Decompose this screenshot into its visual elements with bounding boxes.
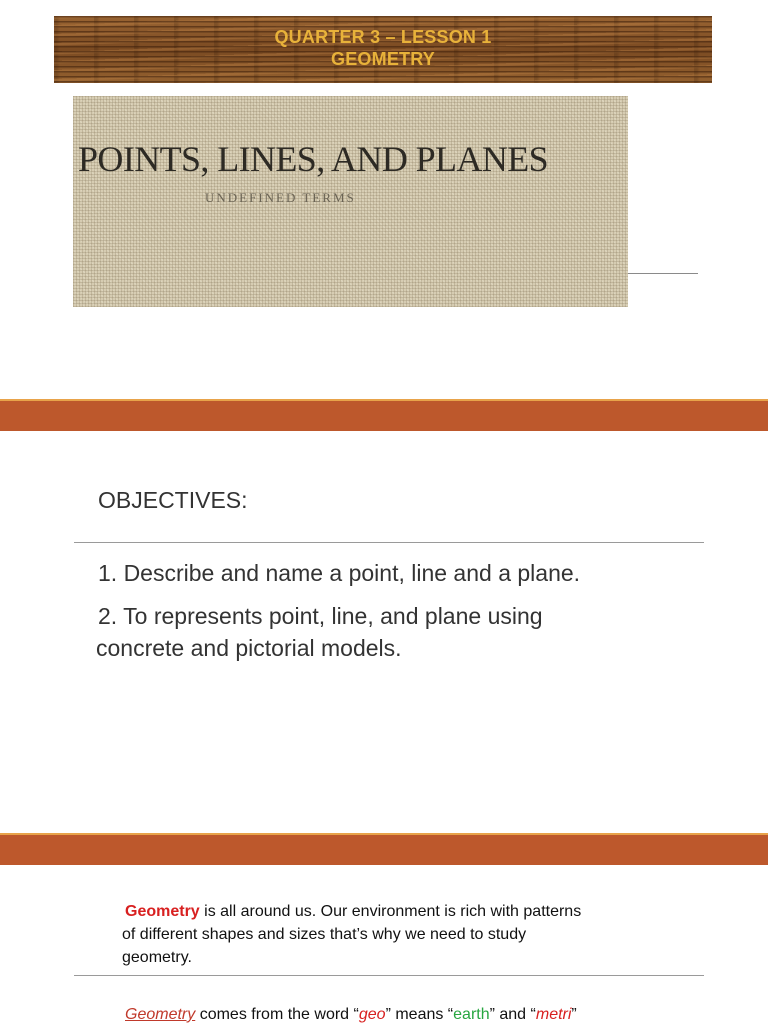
etym-text-2: ” means “ (385, 1006, 454, 1023)
etym-text-1: comes from the word “ (195, 1006, 359, 1023)
etym-text-3: ” and “ (489, 1006, 536, 1023)
keyword-geometry: Geometry (125, 903, 200, 920)
objective-item-2 (98, 600, 698, 664)
intro-text: is all around us. Our environment is rich with patterns of different shapes and sizes that’s why we need to study geometry. (122, 903, 582, 966)
paragraph-divider (74, 975, 704, 976)
objective-item-1: 1. Describe and name a point, line and a plane. (98, 560, 581, 586)
slide-title: POINTS, LINES, AND PLANES (78, 139, 549, 179)
word-metri: metri (535, 1006, 572, 1023)
banner-quarter-lesson: QUARTER 3 – LESSON 1 (274, 27, 492, 47)
word-earth: earth (453, 1006, 490, 1023)
banner-subject: GEOMETRY (331, 49, 435, 69)
slide-separator (0, 399, 768, 431)
etymology-line (125, 1003, 725, 1026)
objectives-heading: OBJECTIVES: (98, 487, 248, 513)
objective-2-line-2: concrete and pictorial models. (96, 635, 402, 661)
keyword-geometry-link[interactable]: Geometry (125, 1006, 196, 1023)
heading-divider (74, 542, 704, 543)
slide-subtitle: UNDEFINED TERMS (205, 190, 356, 205)
objective-2-line-1: 2. To represents point, line, and plane using (98, 603, 543, 629)
geometry-intro-paragraph (122, 900, 592, 969)
slide-separator (0, 833, 768, 865)
title-divider (628, 273, 698, 274)
word-geo: geo (358, 1006, 386, 1023)
etym-text-4: ” (571, 1006, 577, 1023)
lesson-banner (54, 16, 712, 83)
